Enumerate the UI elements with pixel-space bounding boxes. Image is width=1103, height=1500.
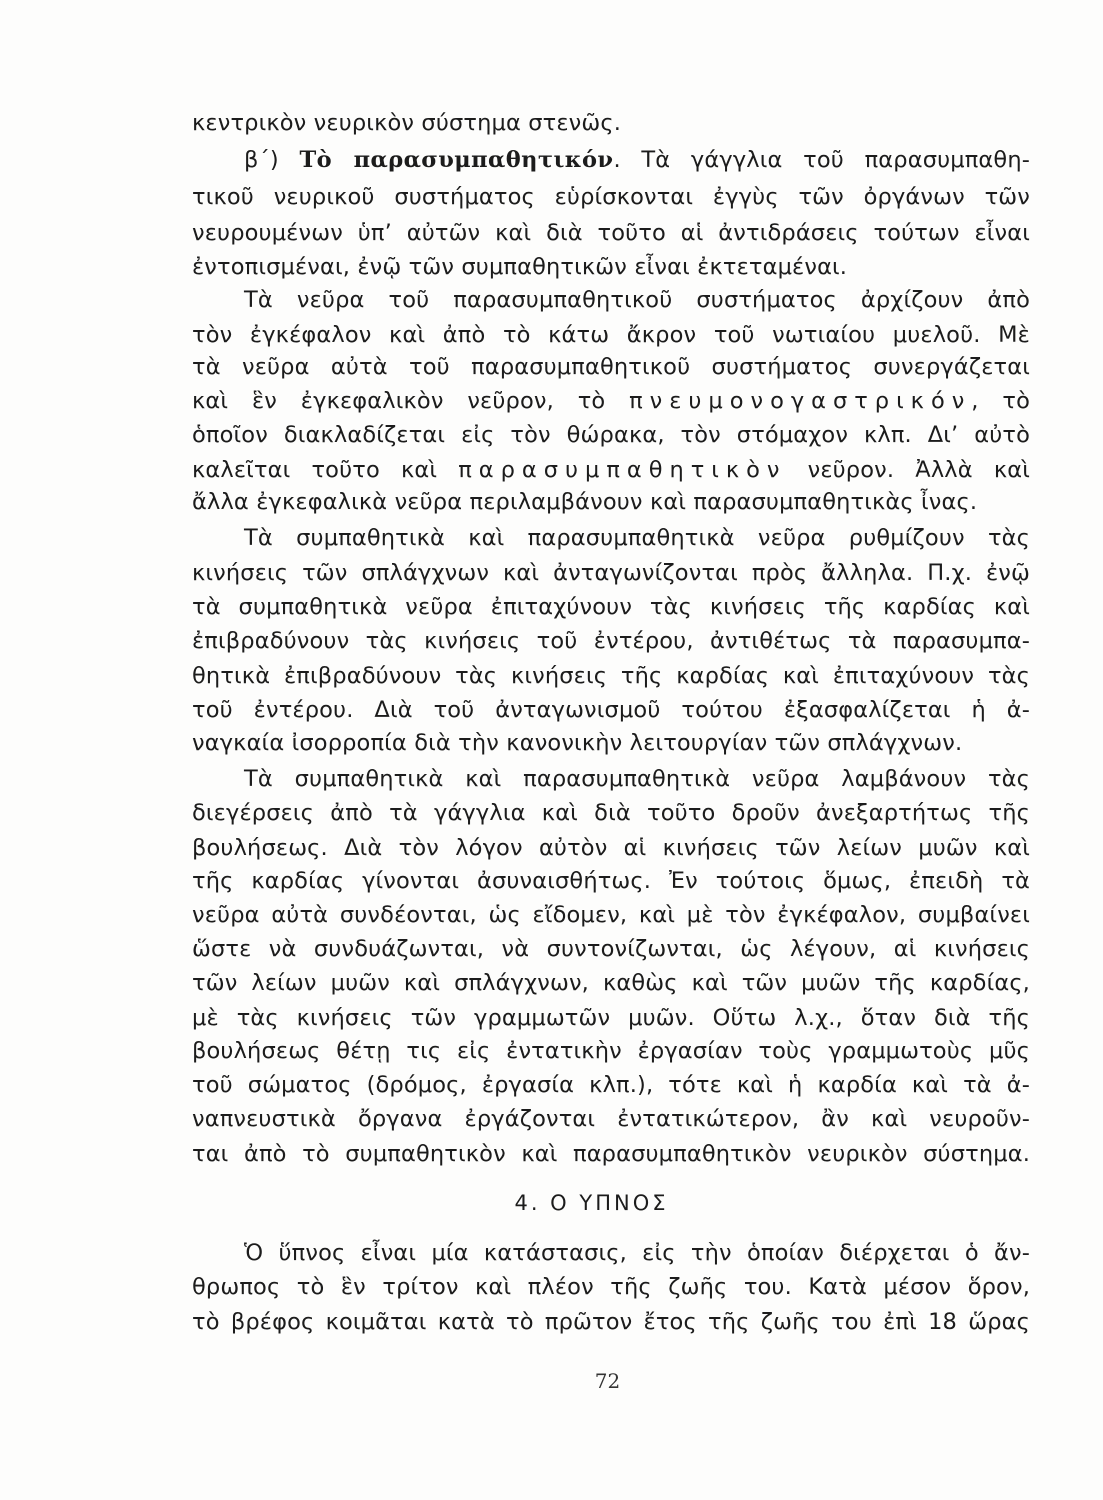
text-line: ἐπιβραδύνουν τὰς κινήσεις τοῦ ἐντέρου, ἀντιθέτως τὰ παρασυμπα- <box>192 628 1030 654</box>
text-line: τὸ βρέφος κοιμᾶται κατὰ τὸ πρῶτον ἔτος τῆς ζωῆς του ἐπὶ 18 ὥρας <box>192 1309 1030 1335</box>
section-heading: 4. Ο ΥΠΝΟΣ <box>514 1191 669 1215</box>
text-line: θρωπος τὸ ἓν τρίτον καὶ πλέον τῆς ζωῆς του. Κατὰ μέσον ὅρον, <box>192 1274 1030 1300</box>
text-line: ται ἀπὸ τὸ συμπαθητικὸν καὶ παρασυμπαθητικὸν νευρικὸν σύστημα. <box>192 1141 1030 1167</box>
text-line: θητικὰ ἐπιβραδύνουν τὰς κινήσεις τῆς καρδίας καὶ ἐπιταχύνουν τὰς <box>192 663 1030 689</box>
emphasized-term: παρασυμπαθητικὸν <box>458 457 787 483</box>
text-line: ναπνευστικὰ ὄργανα ἐργάζονται ἐντατικώτερον, ἂν καὶ νευροῦν- <box>192 1106 1030 1132</box>
text-line: τὰ νεῦρα αὐτὰ τοῦ παρασυμπαθητικοῦ συστήματος συνεργάζεται <box>192 354 1030 380</box>
text-line: Τὰ συμπαθητικὰ καὶ παρασυμπαθητικὰ νεῦρα ρυθμίζουν τὰς <box>244 525 1030 551</box>
emphasized-term: πνευμονογαστρικόν <box>629 388 972 414</box>
text-line: Τὰ νεῦρα τοῦ παρασυμπαθητικοῦ συστήματος ἀρχίζουν ἀπὸ <box>244 287 1030 313</box>
text-line: τὰ συμπαθητικὰ νεῦρα ἐπιταχύνουν τὰς κινήσεις τῆς καρδίας καὶ <box>192 594 1030 620</box>
text-line: ἄλλα ἐγκεφαλικὰ νεῦρα περιλαμβάνουν καὶ παρασυμπαθητικὰς ἶνας. <box>192 489 978 515</box>
paragraph-b-first-line <box>244 143 1030 177</box>
text-run: , τὸ <box>971 388 1030 414</box>
text-run: καὶ ἓν ἐγκεφαλικὸν νεῦρον, τὸ <box>192 388 630 414</box>
text-line: ὁποῖον διακλαδίζεται εἰς τὸν θώρακα, τὸν στόμαχον κλπ. Δι’ αὐτὸ <box>192 422 1030 448</box>
text-line: τοῦ ἐντέρου. Διὰ τοῦ ἀνταγωνισμοῦ τούτου ἐξασφαλίζεται ἡ ἀ- <box>192 697 1030 723</box>
text-line: ὥστε νὰ συνδυάζωνται, νὰ συντονίζωνται, ὡς λέγουν, αἱ κινήσεις <box>192 936 1030 962</box>
text-line: Ὁ ὕπνος εἶναι μία κατάστασις, εἰς τὴν ὁποίαν διέρχεται ὁ ἄν- <box>244 1240 1030 1266</box>
text-line: ἐντοπισμέναι, ἐνῷ τῶν συμπαθητικῶν εἶναι ἐκτεταμέναι. <box>192 254 848 280</box>
text-line: τῆς καρδίας γίνονται ἀσυναισθήτως. Ἐν τούτοις ὅμως, ἐπειδὴ τὰ <box>192 868 1030 894</box>
text-line: τοῦ σώματος (δρόμος, ἐργασία κλπ.), τότε καὶ ἡ καρδία καὶ τὰ ἀ- <box>192 1072 1030 1098</box>
text-line: νεῦρα αὐτὰ συνδέονται, ὡς εἴδομεν, καὶ μὲ τὸν ἐγκέφαλον, συμβαίνει <box>192 902 1030 928</box>
text-line <box>192 453 1030 487</box>
text-line: διεγέρσεις ἀπὸ τὰ γάγγλια καὶ διὰ τοῦτο δροῦν ἀνεξαρτήτως τῆς <box>192 800 1030 826</box>
text-line: ναγκαία ἰσορροπία διὰ τὴν κανονικὴν λειτουργίαν τῶν σπλάγχνων. <box>192 730 963 756</box>
text-line: κεντρικὸν νευρικὸν σύστημα στενῶς. <box>192 110 622 136</box>
text-line: μὲ τὰς κινήσεις τῶν γραμμωτῶν μυῶν. Οὕτω λ.χ., ὅταν διὰ τῆς <box>192 1005 1030 1031</box>
text-line <box>192 384 1030 418</box>
text-run: καλεῖται τοῦτο καὶ <box>192 457 459 483</box>
text-line: βουλήσεως θέτῃ τις εἰς ἐντατικὴν ἐργασίαν τοὺς γραμμωτοὺς μῦς <box>192 1038 1030 1064</box>
text-line: κινήσεις τῶν σπλάγχνων καὶ ἀνταγωνίζονται πρὸς ἄλληλα. Π.χ. ἐνῷ <box>192 560 1030 586</box>
text-line: τικοῦ νευρικοῦ συστήματος εὑρίσκονται ἐγγὺς τῶν ὀργάνων τῶν <box>192 184 1030 210</box>
text-run: νεῦρον. Ἀλλὰ καὶ <box>786 457 1030 483</box>
subheading-parasympathetic: Τὸ παρασυμπαθητικόν <box>299 147 614 173</box>
list-marker: β΄) <box>244 147 300 173</box>
page-number: 72 <box>594 1369 621 1393</box>
text-line: τὸν ἐγκέφαλον καὶ ἀπὸ τὸ κάτω ἄκρον τοῦ νωτιαίου μυελοῦ. Μὲ <box>192 322 1030 348</box>
text-line: τῶν λείων μυῶν καὶ σπλάγχνων, καθὼς καὶ τῶν μυῶν τῆς καρδίας, <box>192 970 1030 996</box>
text-line: νευρουμένων ὑπ’ αὐτῶν καὶ διὰ τοῦτο αἱ ἀντιδράσεις τούτων εἶναι <box>192 220 1030 246</box>
text-run: . Τὰ γάγγλια τοῦ παρασυμπαθη- <box>613 147 1031 173</box>
text-line: βουλήσεως. Διὰ τὸν λόγον αὐτὸν αἱ κινήσεις τῶν λείων μυῶν καὶ <box>192 835 1030 861</box>
text-line: Τὰ συμπαθητικὰ καὶ παρασυμπαθητικὰ νεῦρα λαμβάνουν τὰς <box>244 766 1030 792</box>
